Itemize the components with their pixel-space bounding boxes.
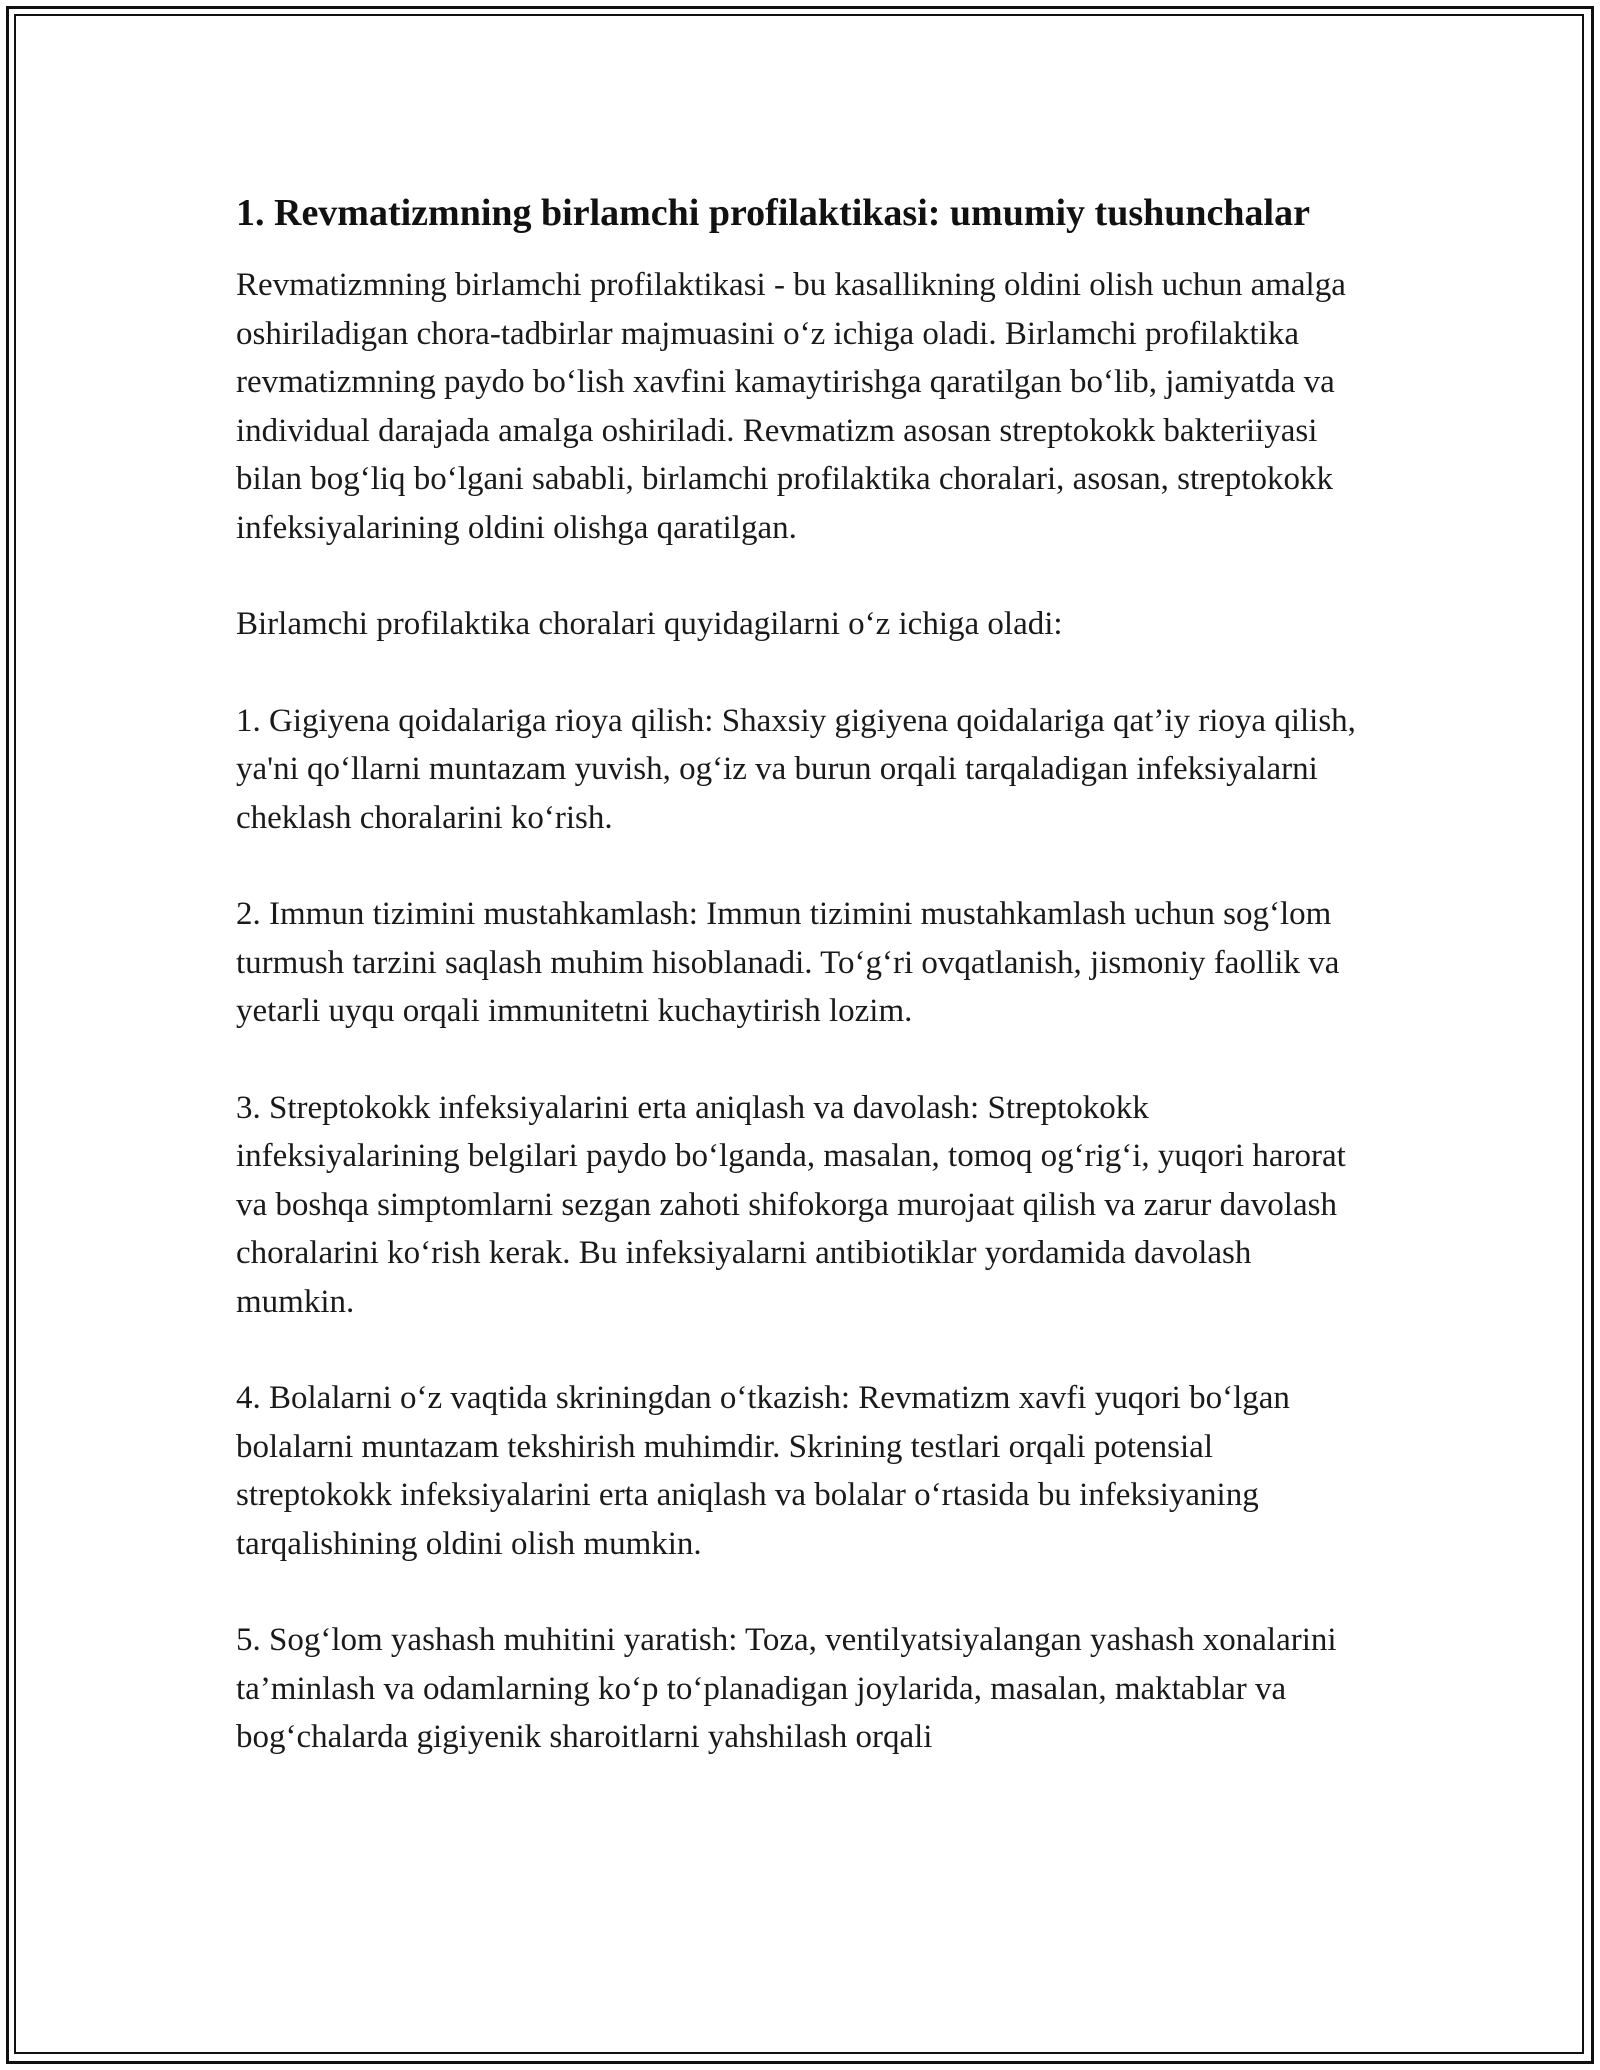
measure-item-hygiene: 1. Gigiyena qoidalariga rioya qilish: Shaxsiy gigiyena qoidalariga qat’iy rioya qilish, ya'ni qo‘llarni muntazam yuvish, og‘iz va burun orqali tarqaladigan infeksiyalarni cheklash choralarini ko‘rish. (236, 702, 1356, 836)
measures-lead-paragraph: Birlamchi profilaktika choralari quyidagilarni o‘z ichiga oladi: (236, 606, 1063, 642)
intro-paragraph: Revmatizmning birlamchi profilaktikasi - bu kasallikning oldini olish uchun amalga oshiriladigan chora-tadbirlar majmuasini o‘z ichiga oladi. Birlamchi profilaktika revmatizmning paydo bo‘lish xavfini kamaytirishga qaratilgan bo‘lib, jamiyatda va individual darajada amalga oshiriladi. Revmatizm asosan streptokokk bakteriiyasi bilan bog‘liq bo‘lgani sababli, birlamchi profilaktika choralari, asosan, streptokokk infeksiyalarining oldini olishga qaratilgan. (236, 267, 1346, 546)
measure-item-screening: 4. Bolalarni o‘z vaqtida skriningdan o‘tkazish: Revmatizm xavfi yuqori bo‘lgan bolalarni muntazam tekshirish muhimdir. Skrining testlari orqali potensial streptokokk infeksiyalarini erta aniqlash va bolalar o‘rtasida bu infeksiyaning tarqalishining oldini olish mumkin. (236, 1380, 1290, 1562)
measure-item-immunity: 2. Immun tizimini mustahkamlash: Immun tizimini mustahkamlash uchun sog‘lom turmush tarzini saqlash muhim hisoblanadi. To‘g‘ri ovqatlanish, jismoniy faollik va yetarli uyqu orqali immunitetni kuchaytirish lozim. (236, 896, 1340, 1029)
document-page (236, 186, 1376, 1810)
section-title: 1. Revmatizmning birlamchi profilaktikasi: umumiy tushunchalar (236, 192, 1310, 234)
measure-item-early-treatment: 3. Streptokokk infeksiyalarini erta aniqlash va davolash: Streptokokk infeksiyalarining belgilari paydo bo‘lganda, masalan, tomoq og‘rig‘i, yuqori harorat va boshqa simptomlarni sezgan zahoti shifokorga murojaat qilish va zarur davolash choralarini ko‘rish kerak. Bu infeksiyalarni antibiotiklar yordamida davolash mumkin. (236, 1089, 1346, 1320)
measure-item-environment: 5. Sog‘lom yashash muhitini yaratish: Toza, ventilyatsiyalangan yashash xonalarini ta’minlash va odamlarning ko‘p to‘planadigan joylarida, masalan, maktablar va bog‘chalarda gigiyenik sharoitlarni yahshilash orqali (236, 1622, 1337, 1755)
